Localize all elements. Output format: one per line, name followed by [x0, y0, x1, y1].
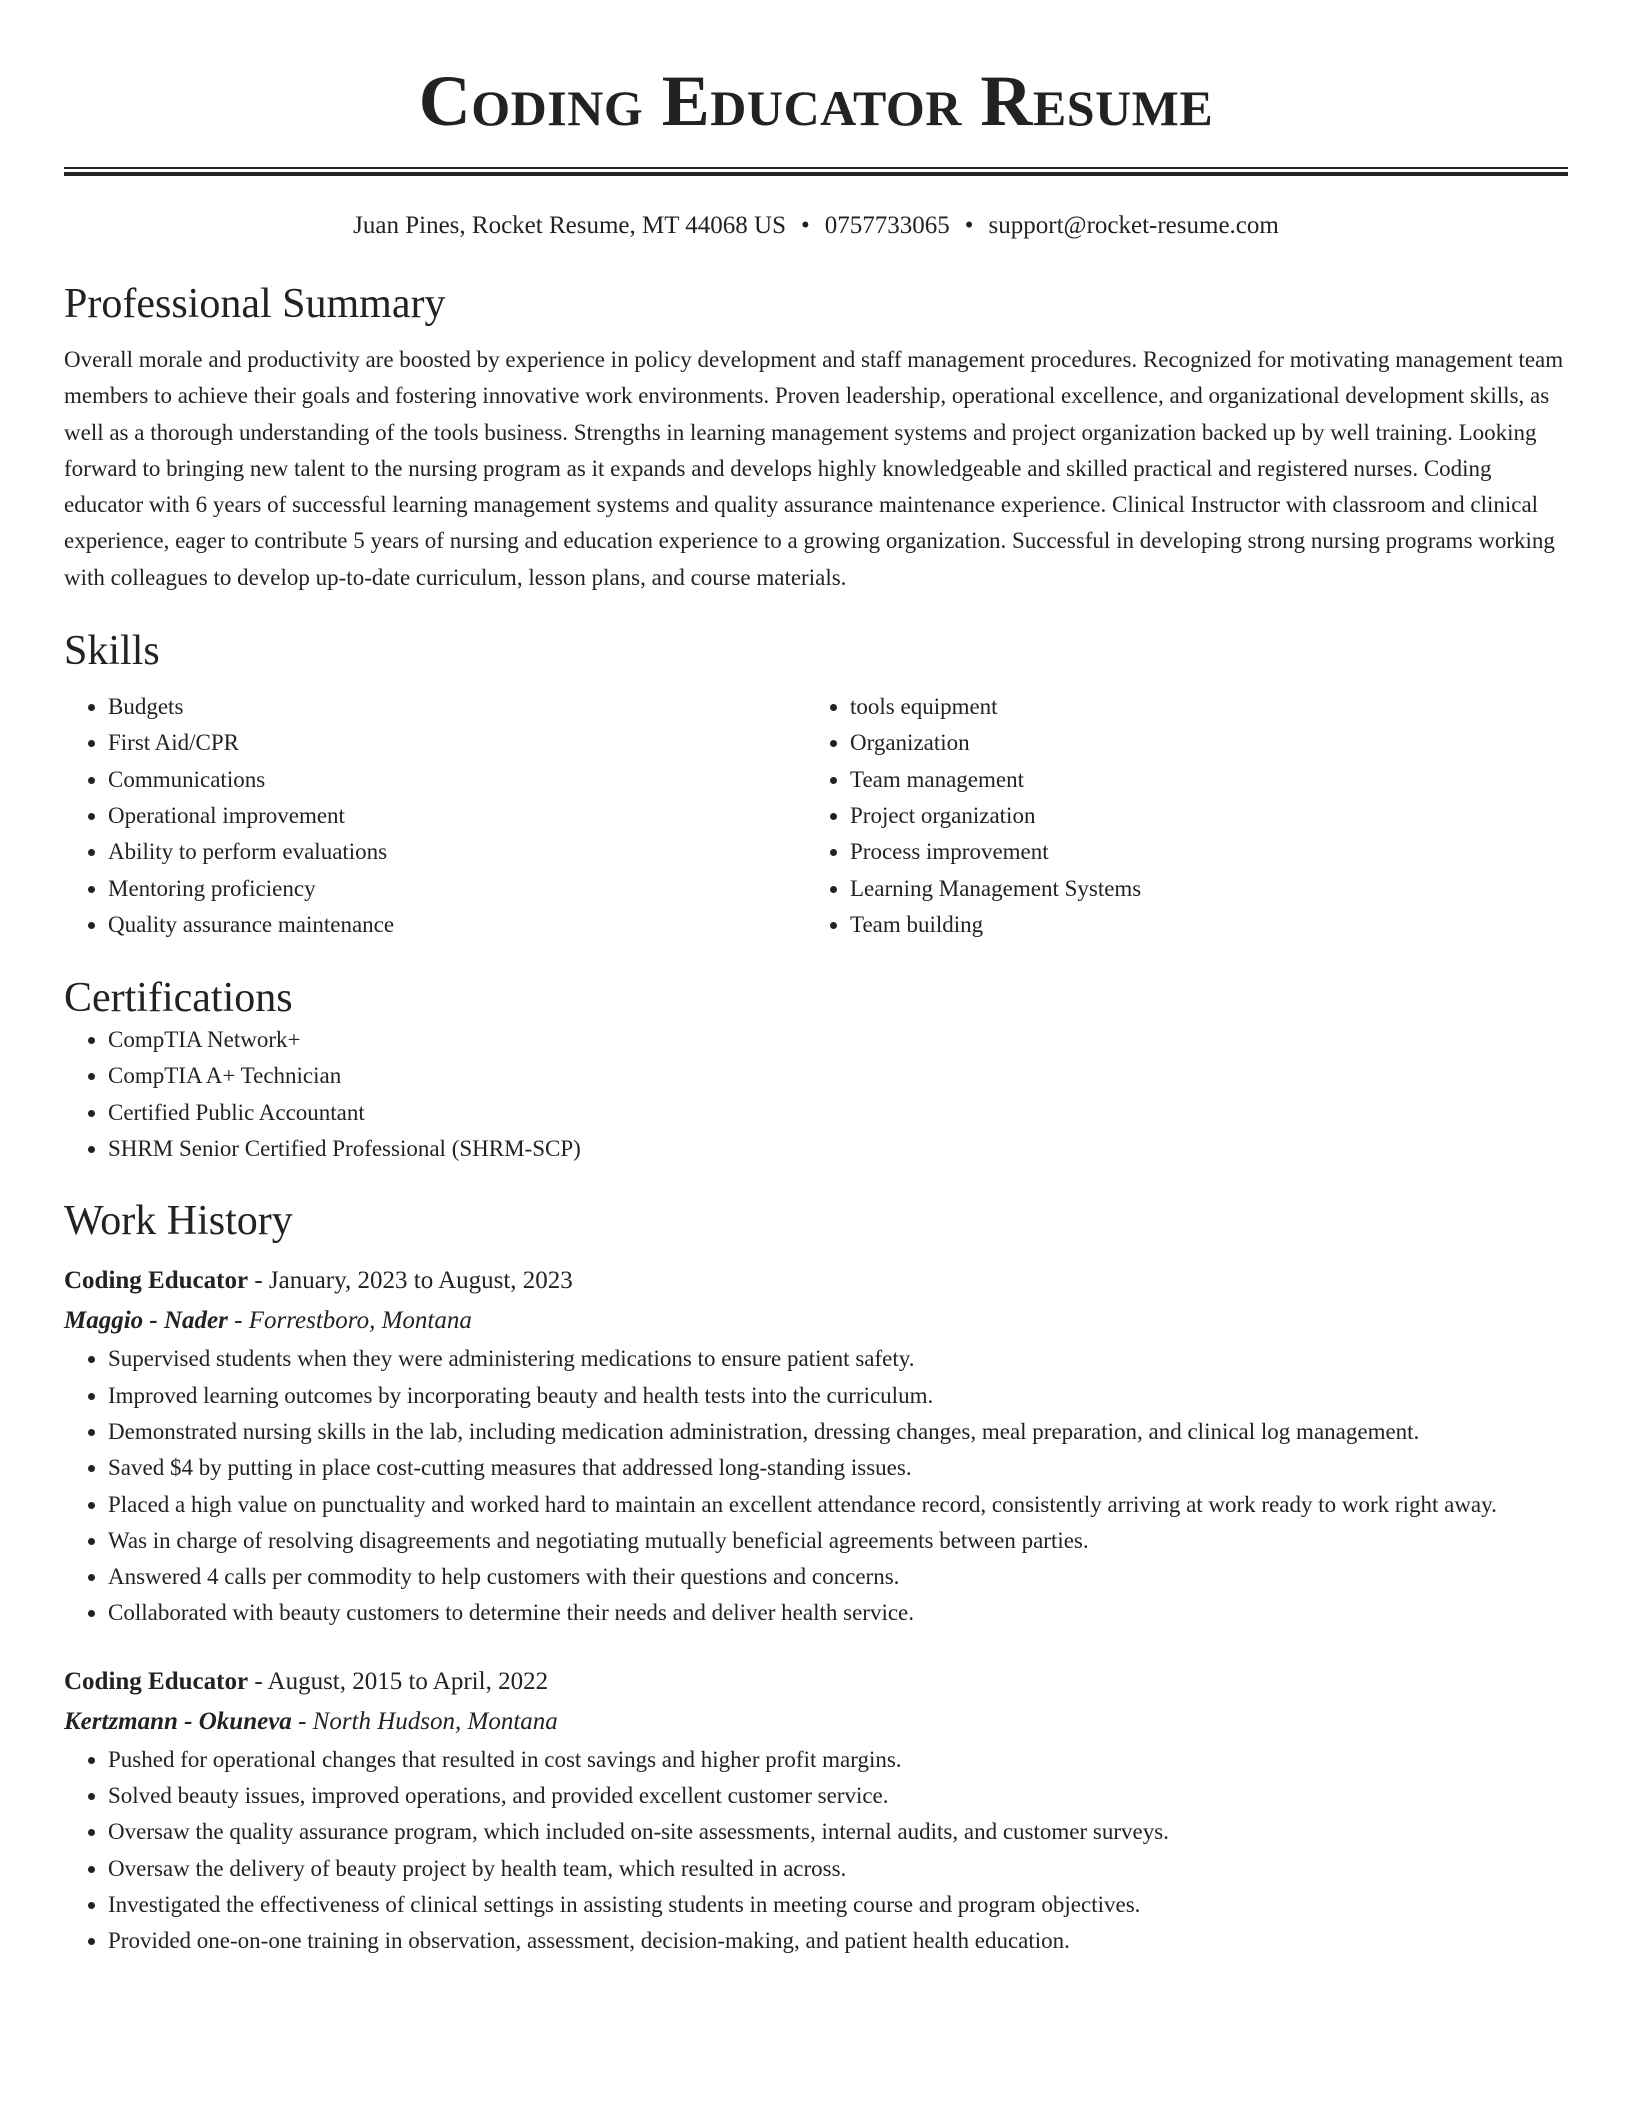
- job-duty-item: • Placed a high value on punctuality and worked hard to maintain an excellent attendance record, consistently arriving at work ready to work right away.: [108, 1487, 1568, 1523]
- job-company-line: [64, 1702, 1568, 1742]
- skill-item: • Team management: [850, 762, 1548, 798]
- contact-separator: •: [964, 212, 974, 239]
- job-duty-item: • Oversaw the quality assurance program, which included on-site assessments, internal audits, and customer surveys.: [108, 1814, 1568, 1850]
- job-duty-item: • Answered 4 calls per commodity to help customers with their questions and concerns.: [108, 1559, 1568, 1595]
- page-title: Coding Educator Resume: [418, 61, 1214, 141]
- certification-item: • CompTIA Network+: [108, 1022, 1568, 1058]
- skill-item: • Budgets: [108, 689, 806, 725]
- job-duty-item: • Demonstrated nursing skills in the lab, including medication administration, dressing changes, meal preparation, and clinical log management.: [108, 1414, 1568, 1450]
- skills-column-right: [806, 689, 1548, 943]
- job-duty-item: • Supervised students when they were administering medications to ensure patient safety.: [108, 1341, 1568, 1377]
- job-entry: [64, 1261, 1568, 1631]
- skill-item: • Organization: [850, 725, 1548, 761]
- job-title: Coding Educator: [64, 1267, 249, 1295]
- skill-item: • Learning Management Systems: [850, 871, 1548, 907]
- job-duties-list: [64, 1742, 1568, 1960]
- job-dates: - January, 2023 to August, 2023: [248, 1267, 573, 1295]
- job-duty-item: • Solved beauty issues, improved operations, and provided excellent customer service.: [108, 1778, 1568, 1814]
- skill-item: • Mentoring proficiency: [108, 871, 806, 907]
- job-location: - Forrestboro, Montana: [227, 1307, 472, 1335]
- job-duty-item: • Oversaw the delivery of beauty project by health team, which resulted in across.: [108, 1851, 1568, 1887]
- contact-line: [64, 210, 1568, 242]
- work-history-heading: Work History: [64, 1198, 293, 1245]
- title-divider: [64, 167, 1568, 176]
- contact-phone: 0757733065: [824, 212, 950, 239]
- job-title-line: [64, 1662, 1568, 1702]
- certification-item: • Certified Public Accountant: [108, 1095, 1568, 1131]
- certifications-list: [64, 1022, 1568, 1167]
- job-company: Maggio - Nader: [64, 1307, 228, 1335]
- skill-item: • Operational improvement: [108, 798, 806, 834]
- skill-item: • Team building: [850, 907, 1548, 943]
- skill-item: • Process improvement: [850, 834, 1548, 870]
- skills-column-left: [64, 689, 806, 943]
- job-duty-item: • Saved $4 by putting in place cost-cutting measures that addressed long-standing issues.: [108, 1450, 1568, 1486]
- contact-address: Juan Pines, Rocket Resume, MT 44068 US: [353, 212, 787, 239]
- skills-columns: [64, 689, 1568, 943]
- job-duty-item: • Provided one-on-one training in observation, assessment, decision-making, and patient health education.: [108, 1923, 1568, 1959]
- job-title-line: [64, 1261, 1568, 1301]
- job-entry: [64, 1662, 1568, 1960]
- contact-email: support@rocket-resume.com: [988, 212, 1279, 239]
- skill-item: • Ability to perform evaluations: [108, 834, 806, 870]
- certification-item: • CompTIA A+ Technician: [108, 1058, 1568, 1094]
- summary-heading: Professional Summary: [64, 281, 446, 327]
- job-company: Kertzmann - Okuneva: [64, 1707, 292, 1735]
- job-duties-list: [64, 1341, 1568, 1631]
- job-duty-item: • Pushed for operational changes that resulted in cost savings and higher profit margins.: [108, 1742, 1568, 1778]
- certifications-heading: Certifications: [64, 975, 293, 1022]
- job-duty-item: • Was in charge of resolving disagreements and negotiating mutually beneficial agreements between parties.: [108, 1523, 1568, 1559]
- job-dates: - August, 2015 to April, 2022: [248, 1667, 549, 1695]
- skill-item: • Quality assurance maintenance: [108, 907, 806, 943]
- skill-item: • First Aid/CPR: [108, 725, 806, 761]
- job-title: Coding Educator: [64, 1667, 249, 1695]
- skill-item: • Communications: [108, 762, 806, 798]
- job-company-line: [64, 1301, 1568, 1341]
- job-duty-item: • Improved learning outcomes by incorporating beauty and health tests into the curriculum.: [108, 1378, 1568, 1414]
- skill-item: • tools equipment: [850, 689, 1548, 725]
- skills-list-right: [806, 689, 1548, 943]
- contact-separator: •: [801, 212, 810, 239]
- skills-list-left: [64, 689, 806, 943]
- certification-item: • SHRM Senior Certified Professional (SHRM-SCP): [108, 1131, 1568, 1167]
- job-duty-item: • Collaborated with beauty customers to determine their needs and deliver health service.: [108, 1595, 1568, 1631]
- job-location: - North Hudson, Montana: [291, 1707, 558, 1735]
- summary-text: Overall morale and productivity are boosted by experience in policy development and staff management procedures. Recognized for motivating management team members to achieve their goals and fostering innovative work environments. Proven leadership, operational excellence, and organizational development skills, as well as a thorough understanding of the tools business. Strengths in learning management systems and project organization backed up by well training. Looking forward to bringing new talent to the nursing program as it expands and develops highly knowledgeable and skilled practical and registered nurses. Coding educator with 6 years of successful learning management systems and quality assurance maintenance experience. Clinical Instructor with classroom and clinical experience, eager to contribute 5 years of nursing and education experience to a growing organization. Successful in developing strong nursing programs working with colleagues to develop up-to-date curriculum, lesson plans, and course materials.: [64, 347, 1564, 590]
- skills-heading: Skills: [64, 628, 160, 675]
- skill-item: • Project organization: [850, 798, 1548, 834]
- resume-page: [64, 0, 1568, 1960]
- job-duty-item: • Investigated the effectiveness of clinical settings in assisting students in meeting course and program objectives.: [108, 1887, 1568, 1923]
